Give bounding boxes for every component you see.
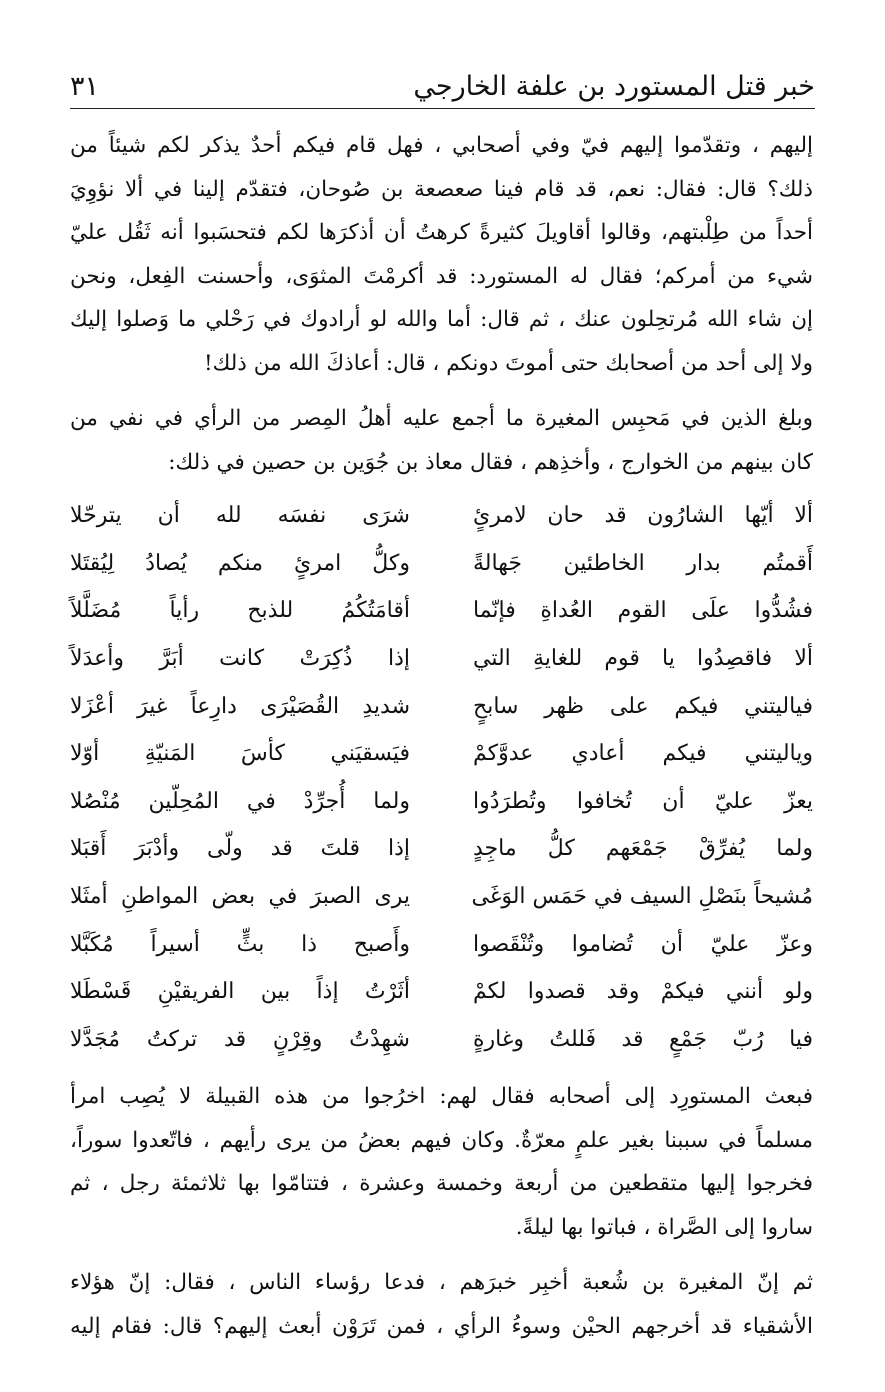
text-line: أحداً من طِلْبتهم، وقالوا أقاويلَ كثيرةً كرهتُ أن أذكرَها لكم فتحسَبوا أنه ثَقُل عليّ [70, 220, 813, 245]
first-hemistich: وعزّ عليّ أن تُضاموا وتُنْقَصوا [473, 931, 813, 957]
text-line: ثم إنّ المغيرة بن شُعبة أخبِر خبرَهم ، فدعا رؤساء الناس ، فقال: إنّ هؤلاء [70, 1270, 813, 1296]
second-hemistich: وأَصبح ذا بثٍّ أسيراً مُكَبَّلا [70, 931, 410, 957]
second-hemistich: شديدِ القُصَيْرَى دارِعاً غيرَ أعْزَلا [70, 693, 410, 719]
first-hemistich: أَقمتُم بدار الخاطئين جَهالةً [473, 550, 813, 576]
poem-verse [70, 873, 813, 921]
text-line: شيء من أمركم؛ فقال له المستورد: قد أكرمْتَ المثوَى، وأحسنت الفِعل، ونحن [70, 263, 813, 289]
second-hemistich: فيَسقيَني كأسَ المَنيّةِ أوّلا [70, 741, 410, 767]
text-line: الأشقياء قد أخرجهم الحيْن وسوءُ الرأي ، فمن تَرَوْن أبعث إليهم؟ قال: فقام إليه [70, 1313, 813, 1339]
second-hemistich: ولما أُجرِّدْ في المُحِلّين مُنْصُلا [70, 788, 410, 814]
chapter-title: خبر قتل المستورد بن علفة الخارجي [413, 71, 815, 102]
paragraph [70, 1075, 813, 1249]
second-hemistich: وكلُّ امرئٍ منكم يُصادُ لِيُقتَلا [70, 550, 410, 576]
poem-verse [70, 587, 813, 635]
first-hemistich: فيا رُبّ جَمْعٍ قد فَللتُ وغارةٍ [473, 1026, 813, 1052]
page-number: ٣١ [70, 71, 100, 102]
text-line: كان بينهم من الخوارج ، وأخذِهم ، فقال معاذ بن جُوَين بن حصين في ذلك: [168, 449, 813, 475]
poem-verse [70, 778, 813, 826]
first-hemistich: ألا أيّها الشارُون قد حان لامرئٍ [473, 503, 813, 529]
first-hemistich: فياليتني فيكم على ظهر سابحٍ [473, 693, 813, 719]
second-hemistich: أثَرْتُ إذاً بين الفريقيْنِ قَسْطَلا [70, 979, 410, 1005]
running-header [70, 62, 815, 102]
text-line: ولا إلى أحد من أصحابك حتى أموتَ دونكم ، قال: أعاذكَ الله من ذلك! [203, 350, 813, 376]
poem-verse [70, 682, 813, 730]
poem-verse [70, 920, 813, 968]
text-line: وبلغ الذين في مَحبِس المغيرة ما أجمع عليه أهلُ المِصر من الرأي في نفي من [70, 406, 813, 431]
text-line: مسلماً في سببنا بغير علمٍ معرّةٌ. وكان فيهم بعضُ من يرى رأيهم ، فاتّعدوا سوراً، [70, 1127, 813, 1153]
poem-verse [70, 635, 813, 683]
poem-verse [70, 968, 813, 1016]
first-hemistich: مُشيحاً بنَصْلِ السيف في حَمَس الوَغَى [471, 884, 813, 910]
first-hemistich: وياليتني فيكم أعادي عدوَّكمْ [473, 741, 813, 767]
poem-verse [70, 1016, 813, 1064]
poem-verse [70, 540, 813, 588]
poem-verse [70, 492, 813, 540]
first-hemistich: فشُدُّوا علَى القوم العُداةِ فإنّما [473, 598, 813, 624]
first-hemistich: ولو أنني فيكمْ وقد قصدوا لكمْ [473, 979, 813, 1005]
paragraph [70, 1261, 813, 1348]
second-hemistich: أقامَتُكُمُ للذبح رأياً مُضَلَّلاً [70, 598, 410, 624]
poem [70, 492, 813, 1063]
paragraph [70, 397, 813, 484]
header-rule [70, 108, 815, 109]
text-line: فبعث المستورِد إلى أصحابه فقال لهم: اخرُجوا من هذه القبيلة لا يُصِب امرأ [70, 1084, 813, 1110]
second-hemistich: إذا ذُكِرَتْ كانت أبَرَّ وأعدَلاً [70, 646, 410, 672]
paragraph [70, 124, 813, 385]
second-hemistich: يرى الصبرَ في بعض المواطنِ أمثَلا [70, 884, 410, 910]
first-hemistich: يعزّ عليّ أن تُخافوا وتُطرَدُوا [473, 788, 813, 814]
second-hemistich: شرَى نفسَه لله أن يترحّلا [70, 503, 410, 529]
second-hemistich: شهِدْتُ وقِرْنٍ قد تركتُ مُجَدَّلا [70, 1026, 410, 1052]
poem-verse [70, 825, 813, 873]
text-line: إليهم ، وتقدّموا إليهم فيّ وفي أصحابي ، فهل قام فيكم أحدٌ يذكر لكم شيئاً من [70, 133, 813, 158]
text-line: ذلك؟ قال: فقال: نعم، قد قام فينا صعصعة بن صُوحان، فتقدّم إلينا في ألا نؤوِيَ [70, 176, 813, 202]
page-content [70, 124, 813, 1348]
text-line: ساروا إلى الصَّراة ، فباتوا بها ليلةً. [515, 1214, 813, 1240]
poem-verse [70, 730, 813, 778]
first-hemistich: ألا فاقصِدُوا يا قوم للغايةِ التي [473, 646, 813, 672]
text-line: فخرجوا إليها متقطعين من أربعة وخمسة وعشرة ، فتتامّوا بها ثلاثمئة رجل ، ثم [70, 1171, 813, 1197]
first-hemistich: ولما يُفرِّقْ جَمْعَهم كلُّ ماجِدٍ [473, 836, 813, 862]
second-hemistich: إذا قلتَ قد ولّى وأدْبَرَ أَقبَلا [70, 836, 410, 862]
text-line: إن شاء الله مُرتحِلون عنك ، ثم قال: أما والله لو أرادوك في رَحْلي ما وَصلوا إليك [70, 307, 813, 332]
